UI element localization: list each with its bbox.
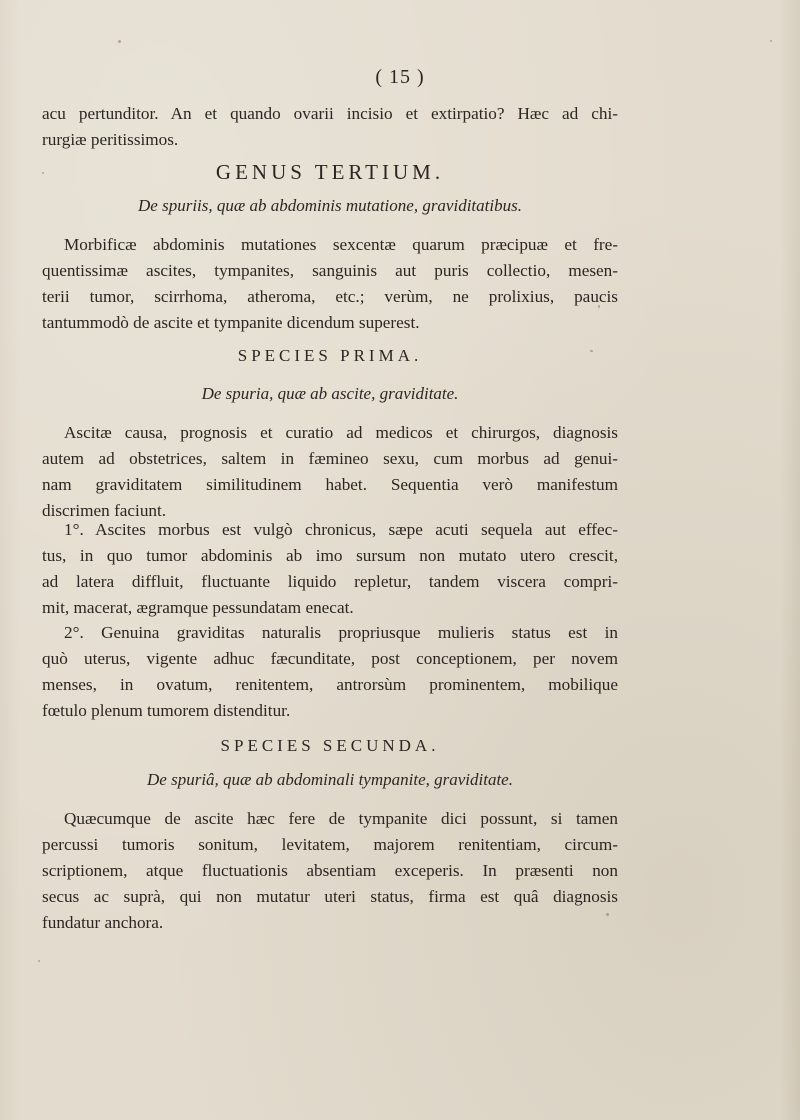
numbered-item xyxy=(42,620,618,724)
text-line: discrimen faciunt. xyxy=(42,501,167,520)
text-line: fundatur anchora. xyxy=(42,913,164,932)
paragraph xyxy=(42,806,618,936)
text-line: autem ad obstetrices, saltem in fæmineo sexu, cum morbus ad genui- xyxy=(42,449,618,468)
text-line: fœtulo plenum tumorem distenditur. xyxy=(42,701,291,720)
text-line: Quæcumque de ascite hæc fere de tympanite dici possunt, si tamen xyxy=(64,809,618,828)
text-line: mit, macerat, ægramque pessundatam enecat. xyxy=(42,598,354,617)
page-number: ( 15 ) xyxy=(375,66,425,88)
text-line: ad latera diffluit, fluctuante liquido repletur, tandem viscera compri- xyxy=(42,572,618,591)
text-line: scriptionem, atque fluctuationis absentiam exceperis. In præsenti non xyxy=(42,861,618,880)
paper-speck xyxy=(118,40,121,43)
subsection-subtitle: De spuriâ, quæ ab abdominali tympanite, graviditate. xyxy=(147,770,513,789)
text-line: acu pertunditor. An et quando ovarii incisio et extirpatio? Hæc ad chi- xyxy=(42,104,618,123)
paper-speck xyxy=(42,172,44,174)
paper-speck xyxy=(770,40,772,42)
subsection-heading: SPECIES PRIMA. xyxy=(237,346,423,365)
text-line: rurgiæ peritissimos. xyxy=(42,130,179,149)
paper-speck xyxy=(38,960,40,962)
text-line: 2°. Genuina graviditas naturalis propriusque mulieris status est in xyxy=(64,623,618,642)
text-line: quentissimæ ascites, tympanites, sanguinis aut puris collectio, mesen- xyxy=(42,261,618,280)
paragraph xyxy=(42,420,618,524)
intro-text xyxy=(42,101,618,153)
paragraph xyxy=(42,232,618,336)
paper-speck xyxy=(598,305,600,308)
text-line: menses, in ovatum, renitentem, antrorsùm prominentem, mobilique xyxy=(42,675,618,694)
text-line: secus ac suprà, qui non mutatur uteri status, firma est quâ diagnosis xyxy=(42,887,618,906)
text-line: percussi tumoris sonitum, levitatem, majorem renitentiam, circum- xyxy=(42,835,618,854)
paper-speck xyxy=(590,350,593,352)
section-subtitle: De spuriis, quæ ab abdominis mutatione, graviditatibus. xyxy=(138,196,522,215)
text-line: Morbificæ abdominis mutationes sexcentæ quarum præcipuæ et fre- xyxy=(64,235,618,254)
text-line: tantummodò de ascite et tympanite dicendum superest. xyxy=(42,313,420,332)
subsection-subtitle: De spuria, quæ ab ascite, graviditate. xyxy=(201,384,459,403)
text-line: terii tumor, scirrhoma, atheroma, etc.; verùm, ne prolixius, paucis xyxy=(42,287,618,306)
text-line: 1°. Ascites morbus est vulgò chronicus, sæpe acuti sequela aut effec- xyxy=(64,520,618,539)
subsection-heading: SPECIES SECUNDA. xyxy=(220,736,440,755)
paper-speck xyxy=(606,913,609,916)
section-heading: GENUS TERTIUM. xyxy=(215,160,445,184)
numbered-item xyxy=(42,517,618,621)
text-line: nam graviditatem similitudinem habet. Sequentia verò manifestum xyxy=(42,475,618,494)
text-line: Ascitæ causa, prognosis et curatio ad medicos et chirurgos, diagnosis xyxy=(64,423,618,442)
text-line: tus, in quo tumor abdominis ab imo sursum non mutato utero crescit, xyxy=(42,546,618,565)
text-line: quò uterus, vigente adhuc fæcunditate, post conceptionem, per novem xyxy=(42,649,618,668)
